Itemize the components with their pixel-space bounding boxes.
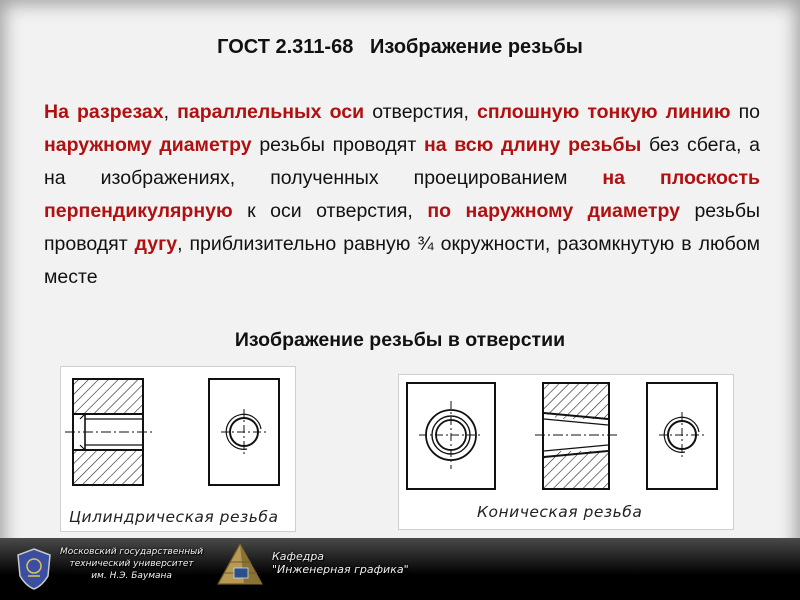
paragraph-text: резьбы проводят	[44, 200, 760, 255]
department-name	[272, 550, 409, 576]
figures-subtitle: Изображение резьбы в отверстии	[234, 329, 566, 351]
paragraph-text: , приблизительно равную ¾ окружности, разомкнутую в любом месте	[44, 233, 760, 288]
highlighted-phrase: параллельных оси	[177, 101, 365, 123]
bmstu-emblem-icon	[16, 548, 52, 590]
cylindrical-thread-figure	[60, 366, 296, 532]
department-line-1: Кафедра	[272, 550, 325, 563]
cylindrical-thread-drawing	[61, 367, 295, 531]
highlighted-phrase: по наружному диаметру	[427, 200, 680, 222]
conical-end-view-large	[407, 383, 495, 489]
paragraph-text: без сбега, а на изображениях, полученных проецированием	[44, 134, 760, 189]
end-view	[209, 379, 279, 485]
highlighted-phrase: дугу	[134, 233, 178, 255]
highlighted-phrase: На разрезах	[44, 101, 164, 123]
department-pyramid-icon	[214, 540, 266, 592]
university-line-2: технический университет	[69, 559, 194, 569]
paragraph-text: к оси отверстия,	[232, 200, 428, 222]
section-view	[65, 379, 153, 485]
paragraph-text: отверстия,	[364, 101, 478, 123]
conical-section-view	[535, 383, 617, 489]
paragraph-text: ,	[163, 101, 178, 123]
highlighted-phrase: на плоскость перпендикулярную	[44, 167, 760, 222]
department-line-2: "Инженерная графика"	[272, 563, 409, 576]
university-line-3: им. Н.Э. Баумана	[91, 571, 172, 581]
conical-thread-figure	[398, 374, 734, 530]
footer-bar	[0, 538, 800, 600]
conical-end-view-small	[647, 383, 717, 489]
university-line-1: Московский государственный	[60, 547, 204, 557]
cylindrical-thread-caption: Цилиндрическая резьба	[69, 508, 279, 526]
highlighted-phrase: сплошную тонкую линию	[477, 101, 731, 123]
highlighted-phrase: наружному диаметру	[44, 134, 252, 156]
highlighted-phrase: на всю длину резьбы	[423, 134, 642, 156]
university-name	[60, 546, 203, 582]
conical-thread-caption: Коническая резьба	[477, 503, 643, 521]
paragraph-text: по	[730, 101, 760, 123]
paragraph-text: резьбы проводят	[251, 134, 424, 156]
slide-title: ГОСТ 2.311-68 Изображение резьбы	[217, 36, 583, 58]
gost-rule-paragraph	[44, 96, 760, 294]
